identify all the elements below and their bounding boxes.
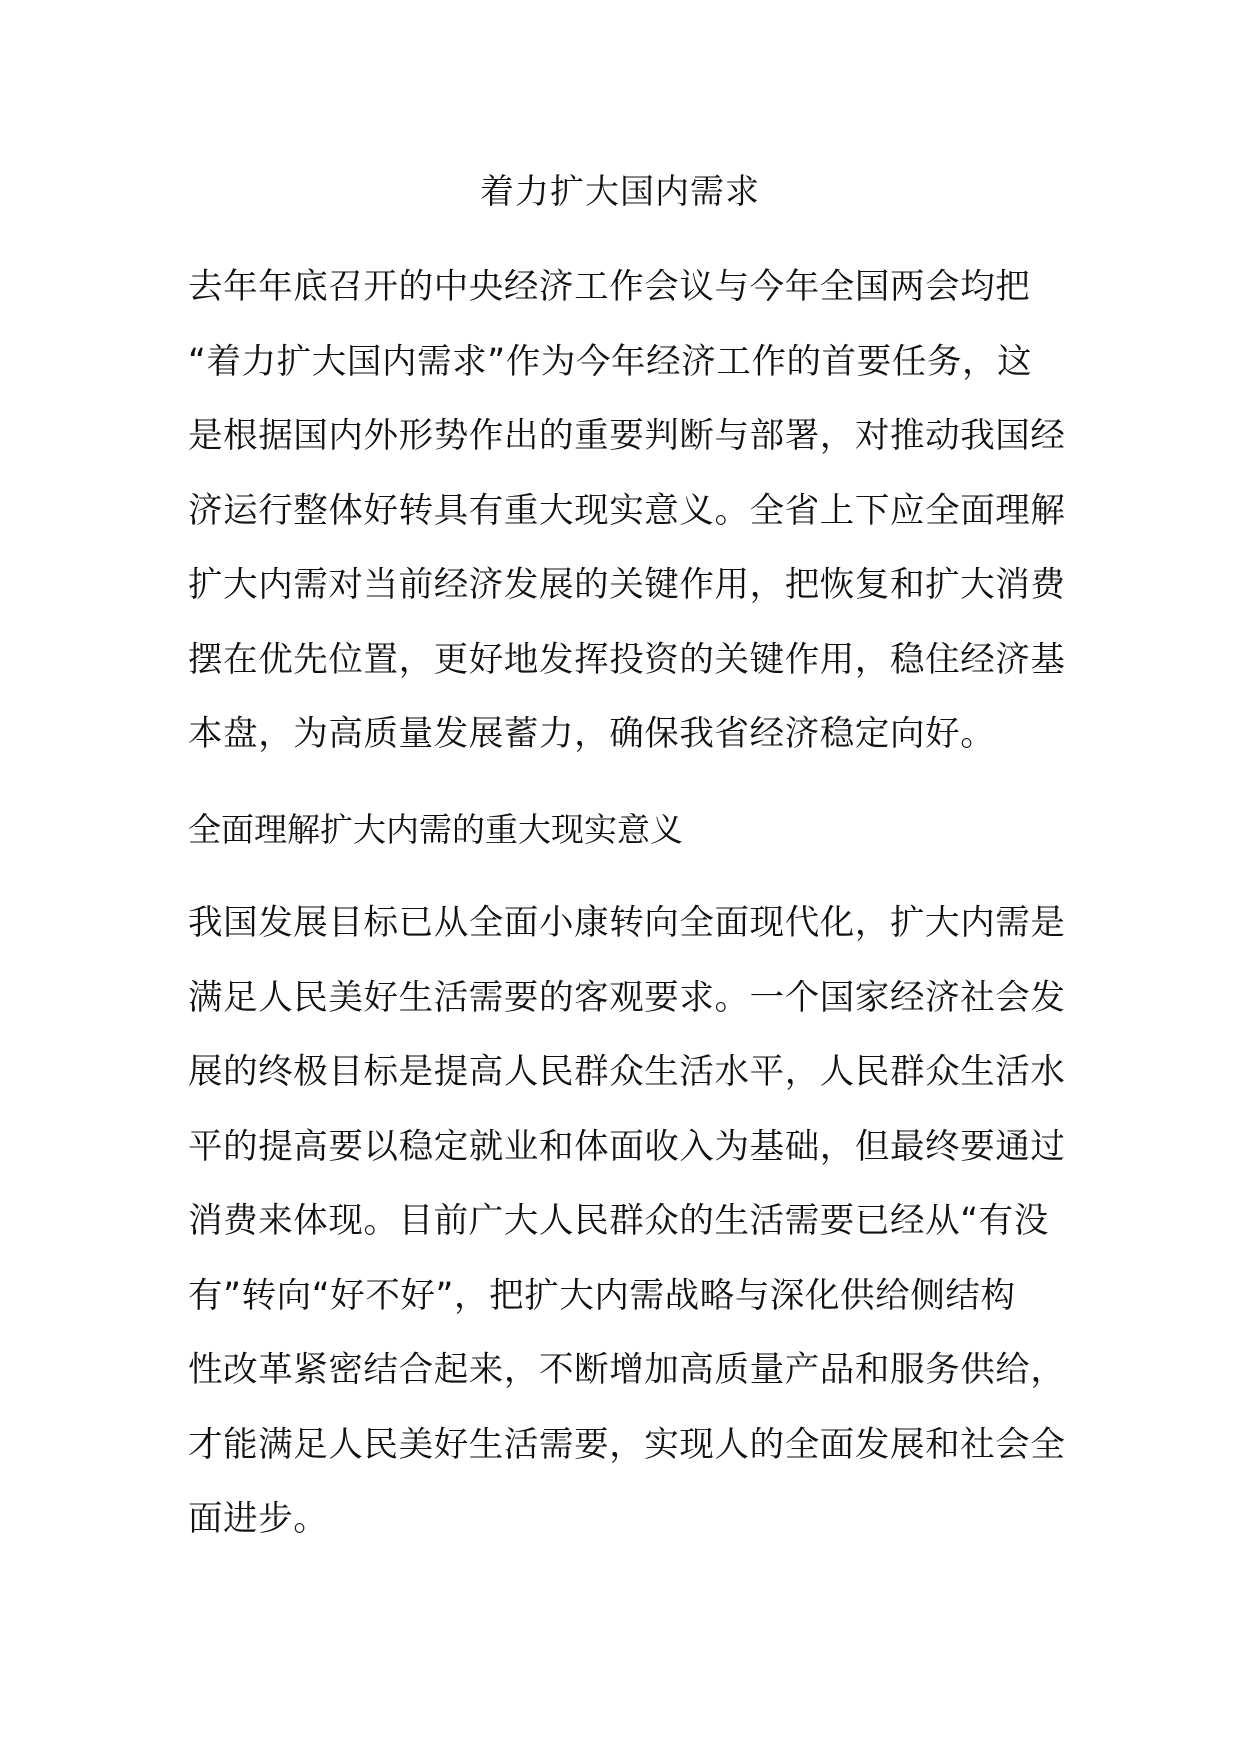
paragraph-line: 去年年底召开的中央经济工作会议与今年全国两会均把 [188, 267, 1031, 307]
paragraph-significance [188, 886, 1066, 1557]
section-heading: 全面理解扩大内需的重大现实意义 [188, 810, 683, 849]
paragraph-line: 平的提高要以稳定就业和体面收入为基础，但最终要通过 [188, 1126, 1066, 1167]
paragraph-line: “着力扩大国内需求”作为今年经济工作的首要任务，这 [188, 341, 1033, 382]
paragraph-line: 展的终极目标是提高人民群众生活水平，人民群众生活水 [188, 1052, 1066, 1092]
paragraph-line: 才能满足人民美好生活需要，实现人的全面发展和社会全 [188, 1424, 1066, 1465]
paragraph-line: 性改革紧密结合起来，不断增加高质量产品和服务供给， [188, 1350, 1066, 1390]
paragraph-line: 摆在优先位置，更好地发挥投资的关键作用，稳住经济基 [188, 639, 1066, 680]
paragraph-line: 消费来体现。目前广大人民群众的生活需要已经从“有没 [188, 1201, 1049, 1241]
paragraph-line: 面进步。 [188, 1499, 329, 1539]
paragraph-intro [188, 250, 1066, 772]
document-title: 着力扩大国内需求 [480, 172, 760, 212]
paragraph-line: 是根据国内外形势作出的重要判断与部署，对推动我国经 [188, 416, 1066, 456]
paragraph-line: 有”转向“好不好”，把扩大内需战略与深化供给侧结构 [188, 1275, 1016, 1316]
paragraph-line: 本盘，为高质量发展蓄力，确保我省经济稳定向好。 [188, 714, 996, 754]
paragraph-line: 济运行整体好转具有重大现实意义。全省上下应全面理解 [188, 490, 1066, 531]
paragraph-line: 扩大内需对当前经济发展的关键作用，把恢复和扩大消费 [188, 565, 1066, 605]
paragraph-line: 满足人民美好生活需要的客观要求。一个国家经济社会发 [188, 977, 1066, 1018]
paragraph-line: 我国发展目标已从全面小康转向全面现代化，扩大内需是 [188, 903, 1066, 943]
